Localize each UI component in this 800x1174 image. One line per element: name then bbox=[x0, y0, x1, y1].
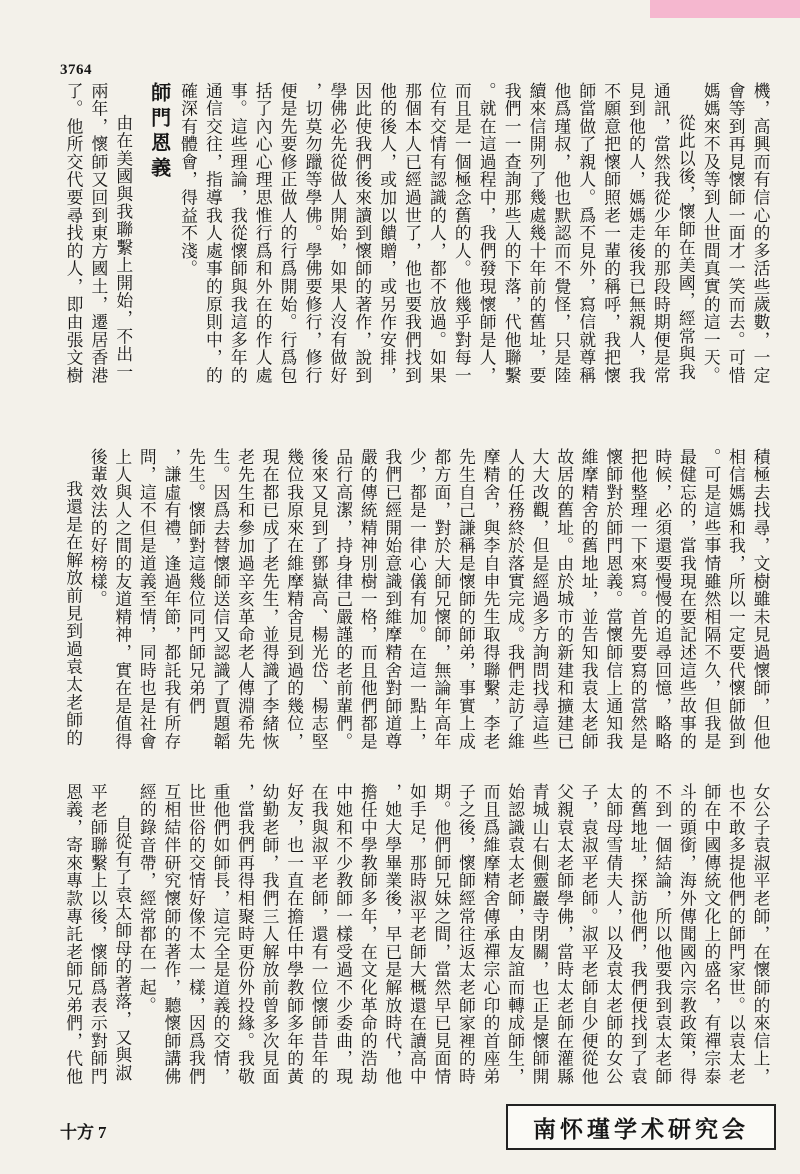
text-column: 續來信開列了幾處幾十年前的舊址，要 bbox=[526, 82, 547, 385]
text-column: 而且是一個極念舊的人。他幾乎對每一 bbox=[452, 82, 473, 385]
text-column: 青城山右側靈巖寺閉關，也正是懷師開 bbox=[530, 783, 551, 1086]
section-heading: 師門恩義 bbox=[147, 82, 172, 182]
text-column: 學佛必先從做人開始，如果人沒有做好 bbox=[327, 82, 348, 385]
text-column: 的舊地址，探訪他們，我們便找到了袁 bbox=[628, 783, 649, 1086]
text-column: 師在中國傳統文化上的盛名，有禪宗泰 bbox=[701, 783, 722, 1086]
text-column: 師當做了親人。爲不見外，寫信就尊稱 bbox=[576, 82, 597, 385]
text-column: 先生自己謙稱是懷師的師弟，事實上成 bbox=[456, 448, 477, 751]
text-column: 恩義，寄來專款專託老師兄弟們，代他 bbox=[63, 783, 84, 1086]
text-column: 媽媽來不及等到人世間真實的這一天。 bbox=[701, 82, 722, 385]
text-column: 不到一個結論，所以他要我到袁太老師 bbox=[652, 783, 673, 1086]
text-column: 。可是這些事情雖然相隔不久，但我是 bbox=[701, 448, 722, 751]
text-column: 人的任務終於落實完成。我們走訪了維 bbox=[505, 448, 526, 751]
text-column: 大大改觀，但是經過多方詢問找尋這些 bbox=[530, 448, 551, 751]
text-column: 擔任中學教師多年，在文化革命的浩劫 bbox=[358, 783, 379, 1086]
text-column: 平老師聯繫上以後，懷師爲表示對師門 bbox=[88, 783, 109, 1086]
text-tier-2 bbox=[60, 448, 772, 778]
text-column: 互相結伴研究懷師的著作，聽懷師講佛 bbox=[161, 783, 182, 1086]
text-column: 相信媽媽和我，所以一定要代懷師做到 bbox=[726, 448, 747, 751]
text-column: 事。這些理論，我從懷師與我這多年的 bbox=[228, 82, 249, 385]
text-column: 把他整理一下來寫。首先要寫的當然是 bbox=[628, 448, 649, 751]
text-column: 女公子袁淑平老師，在懷師的來信上， bbox=[751, 783, 771, 1086]
text-column: 現在都已成了老先生，並得識了李緒恢 bbox=[260, 448, 281, 751]
text-column: 經的錄音帶，經常都在一起。 bbox=[137, 783, 158, 1015]
text-column: 自從有了袁太師母的著落，又與淑 bbox=[112, 815, 133, 1082]
text-column: 少，都是一律心儀有加。在這一點上， bbox=[407, 448, 428, 751]
text-column: 品行高潔，持身律己嚴謹的老前輩們。 bbox=[333, 448, 354, 751]
text-column: 幼勤老師，我們三人解放前曾多次見面 bbox=[260, 783, 281, 1086]
text-column: 幾位我原來在維摩精舍見到過的幾位， bbox=[284, 448, 305, 751]
text-column: 生。因爲去替懷師送信又認識了賈題韜 bbox=[210, 448, 231, 751]
text-column: ，謙虛有禮，逢過年節，都託我有所存 bbox=[161, 448, 182, 751]
text-column: 比世俗的交情好像不太一樣，因爲我們 bbox=[186, 783, 207, 1086]
text-column: 摩精舍，與李自申先生取得聯繫，李老 bbox=[480, 448, 501, 751]
text-column: 後來又見到了鄧嶽高、楊光岱、楊志堅 bbox=[309, 448, 330, 751]
pink-tab-corner bbox=[650, 0, 800, 18]
text-column: 位有交情有認識的人，都不放過。如果 bbox=[427, 82, 448, 385]
text-column: 因此使我們後來讀到懷師的著作，說到 bbox=[352, 82, 373, 385]
text-column: 我們已經開始意識到維摩精舍對師道尊 bbox=[382, 448, 403, 751]
text-column: 問，這不但是道義至情，同時也是社會 bbox=[137, 448, 158, 751]
text-column: 他的後人，或加以饋贈，或另作安排， bbox=[377, 82, 398, 385]
text-column: 維摩精舍的舊地址，並告知我袁太老師 bbox=[579, 448, 600, 751]
text-column: 我們一一查詢那些人的下落，代他聯繫 bbox=[502, 82, 523, 385]
text-column: 機，高興而有信心的多活些歲數，一定 bbox=[751, 82, 771, 385]
text-column: 中她和不少教師一樣受過不少委曲，現 bbox=[333, 783, 354, 1086]
text-column: ，切莫勿躐等學佛。學佛要修行，修行 bbox=[302, 82, 323, 385]
footer-page-label bbox=[60, 1118, 107, 1143]
text-column: 會等到再見懷師一面才一笑而去。可惜 bbox=[726, 82, 747, 385]
text-column: 見到他的人，媽媽走後我已無親人，我 bbox=[626, 82, 647, 385]
text-column: 括了內心心理思惟行爲和外在的作人處 bbox=[253, 82, 274, 385]
text-column: 時候，必須還要慢慢的追尋回憶，略略 bbox=[652, 448, 673, 751]
text-tier-1 bbox=[60, 82, 772, 398]
text-column: 由在美國與我聯繫上開始，不出一 bbox=[113, 114, 134, 381]
text-column: 始認識袁太老師，由友誼而轉成師生， bbox=[505, 783, 526, 1086]
text-column: 。就在這過程中，我們發現懷師是人， bbox=[477, 82, 498, 385]
text-column: 太師母雪倩夫人，以及袁太老師的女公 bbox=[603, 783, 624, 1086]
text-column: 子之後，懷師經常往返太老師家裡的時 bbox=[456, 783, 477, 1086]
text-column: 斗的頭銜，海外傳聞國內宗教政策，得 bbox=[677, 783, 698, 1086]
text-column: 上人與人之間的友道精神，實在是值得 bbox=[112, 448, 133, 751]
text-column: 先生。懷師對這幾位同門師兄弟們 bbox=[186, 448, 207, 715]
text-tier-3 bbox=[60, 783, 772, 1103]
page-number: 3764 bbox=[60, 62, 92, 78]
magazine-name: 十方 bbox=[60, 1123, 94, 1143]
footer-page-number: 7 bbox=[98, 1123, 107, 1142]
text-column: 確深有體會，得益不淺。 bbox=[178, 82, 199, 278]
text-column: 我還是在解放前見到過袁太老師的 bbox=[63, 480, 84, 747]
text-column: 積極去找尋，文樹雖未見過懷師，但他 bbox=[751, 448, 771, 751]
text-column: 不願意把懷師照老一輩的稱呼，我把懷 bbox=[601, 82, 622, 385]
text-column: 重他們如師長，這完全是道義的交情， bbox=[210, 783, 231, 1086]
text-column: 好友，也一直在擔任中學教師多年的黃 bbox=[284, 783, 305, 1086]
text-column: ，當我們再得相聚時更份外投緣。我敬 bbox=[235, 783, 256, 1086]
text-column: 通信交往，指導我人處事的原則中，的 bbox=[203, 82, 224, 385]
text-column: 那個本人已經過世了，他也要我們找到 bbox=[402, 82, 423, 385]
text-column: 便是先要修正做人的行爲開始。行爲包 bbox=[278, 82, 299, 385]
text-column: 都方面，對於大師兄懷師，無論年高年 bbox=[431, 448, 452, 751]
text-column: 從此以後，懷師在美國，經常與我 bbox=[676, 114, 697, 381]
text-column: 期。他們師兄妹之間，當然早已見面情 bbox=[431, 783, 452, 1086]
text-column: 而且爲維摩精舍傳承禪宗心印的首座弟 bbox=[480, 783, 501, 1086]
watermark-stamp: 南怀瑾学术研究会 bbox=[506, 1104, 776, 1150]
text-column: ，她大學畢業後，早已是解放時代，他 bbox=[382, 783, 403, 1086]
text-column: 老先生和參加過辛亥革命老人傳淵希先 bbox=[235, 448, 256, 751]
text-column: 子，袁淑平老師。淑平老師自少便從他 bbox=[579, 783, 600, 1086]
text-column: 懷師對於師門恩義。當懷師信上通知我 bbox=[603, 448, 624, 751]
text-column: 兩年，懷師又回到東方國土，遷居香港 bbox=[88, 82, 109, 385]
text-column: 也不敢多提他們的師門家世。以袁太老 bbox=[726, 783, 747, 1086]
text-column: 父親袁太老師學佛，當時太老師在灌縣 bbox=[554, 783, 575, 1086]
text-column: 在我與淑平老師，還有一位懷師昔年的 bbox=[309, 783, 330, 1086]
text-column: 故居的舊址。由於城市的新建和擴建已 bbox=[554, 448, 575, 751]
text-column: 如手足，那時淑平老師大概還在讀高中 bbox=[407, 783, 428, 1086]
text-column: 他爲瑾叔，他也默認而不覺怪，只是陸 bbox=[551, 82, 572, 385]
text-column: 通訊，當然我從少年的那段時期便是常 bbox=[651, 82, 672, 385]
text-column: 了。他所交代要尋找的人，即由張文樹 bbox=[63, 82, 84, 385]
text-column: 後輩效法的好榜樣。 bbox=[88, 448, 109, 609]
text-column: 嚴的傳統精神別樹一格，而且他們都是 bbox=[358, 448, 379, 751]
text-column: 最健忘的，當我現在要記述這些故事的 bbox=[677, 448, 698, 751]
